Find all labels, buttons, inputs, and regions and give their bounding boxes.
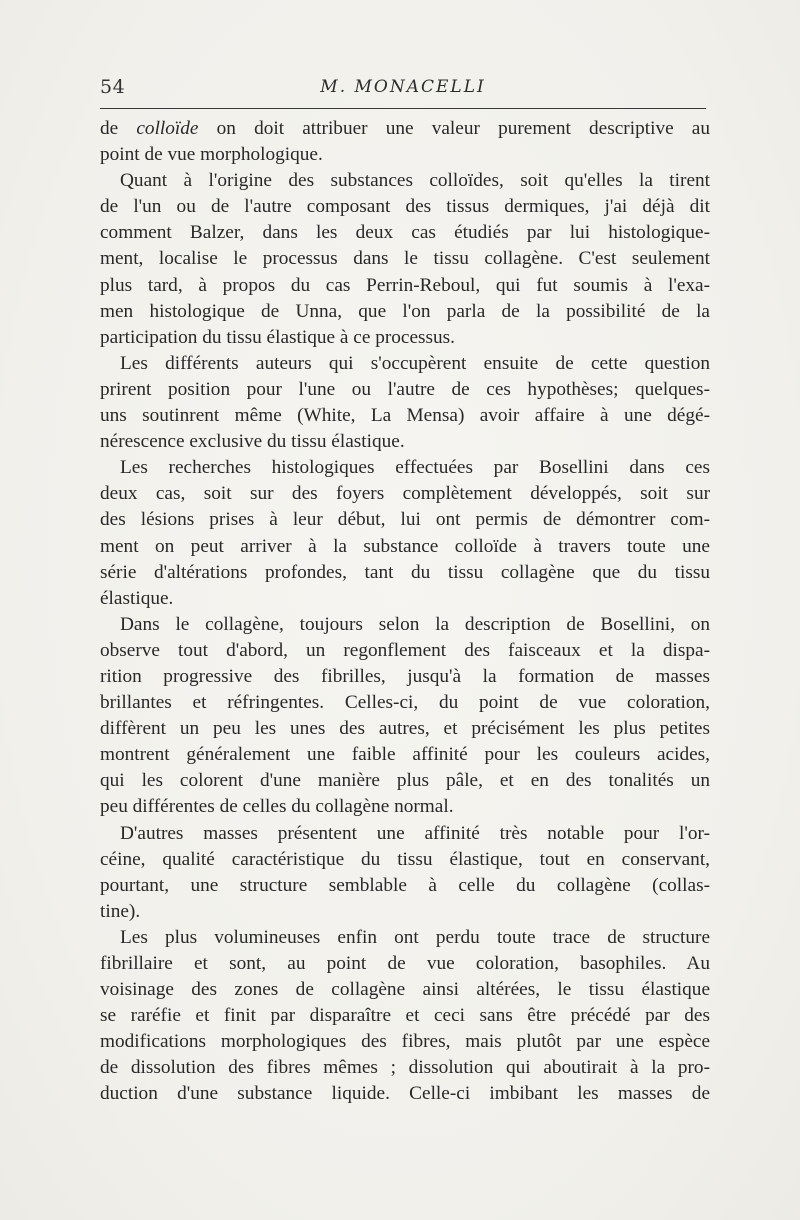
text-line: tine). [100, 900, 141, 922]
text-line: duction d'une substance liquide. Celle-ci imbibant les masses de [100, 1083, 710, 1105]
text-line: des lésions prises à leur début, lui ont permis de démontrer com- [100, 509, 710, 531]
text-line: Les différents auteurs qui s'occupèrent ensuite de cette question [120, 352, 710, 374]
text-line: voisinage des zones de collagène ainsi altérées, le tissu élastique [100, 979, 710, 1001]
text-line: prirent position pour l'une ou l'autre de ces hypothèses; quelques- [100, 378, 710, 400]
text-line: céine, qualité caractéristique du tissu élastique, tout en conservant, [100, 848, 710, 870]
text-run: on doit attribuer une valeur purement descriptive au [198, 118, 710, 139]
text-line: plus tard, à propos du cas Perrin-Reboul, qui fut soumis à l'exa- [100, 274, 710, 296]
text-line: fibrillaire et sont, au point de vue coloration, basophiles. Au [100, 953, 710, 974]
text-line: Dans le collagène, toujours selon la description de Bosellini, on [120, 613, 710, 635]
text-line: peu différentes de celles du collagène normal. [100, 796, 454, 818]
italic-term: colloïde [136, 118, 199, 139]
paragraph [100, 821, 710, 925]
text-line: ment on peut arriver à la substance colloïde à travers toute une [100, 535, 710, 557]
text-line: montrent généralement une faible affinité pour les couleurs acides, [100, 744, 710, 766]
text-line: ment, localise le processus dans le tissu collagène. C'est seulement [100, 248, 710, 270]
text-line: Les recherches histologiques effectuées par Bosellini dans ces [120, 457, 710, 479]
text-line: de dissolution des fibres mêmes ; dissolution qui aboutirait à la pro- [100, 1057, 710, 1079]
text-line: série d'altérations profondes, tant du tissu collagène que du tissu [100, 561, 710, 583]
text-line: de l'un ou de l'autre composant des tissus dermiques, j'ai déjà dit [100, 196, 710, 218]
text-line: se raréfie et finit par disparaître et ceci sans être précédé par des [100, 1005, 710, 1027]
paragraph [100, 925, 710, 1108]
text-line: D'autres masses présentent une affinité très notable pour l'or- [120, 822, 710, 844]
running-title: M. MONACELLI [320, 77, 486, 97]
text-line: élastique. [100, 587, 174, 609]
text-line: modifications morphologiques des fibres, mais plutôt par une espèce [100, 1031, 710, 1053]
paragraph [100, 116, 710, 168]
text-line: uns soutinrent même (White, La Mensa) avoir affaire à une dégé- [100, 405, 710, 427]
text-line: pourtant, une structure semblable à celle du collagène (collas- [100, 874, 710, 896]
paragraph [100, 455, 710, 612]
text-line: participation du tissu élastique à ce processus. [100, 326, 455, 348]
paragraph [100, 168, 710, 351]
page-number: 54 [100, 76, 126, 98]
text-line: rition progressive des fibrilles, jusqu'à la formation de masses [100, 665, 710, 687]
paragraph [100, 351, 710, 455]
header-rule [100, 108, 706, 109]
text-line: Quant à l'origine des substances colloïdes, soit qu'elles la tirent [120, 170, 710, 192]
page-header [100, 76, 706, 102]
text-line: brillantes et réfringentes. Celles-ci, du point de vue coloration, [100, 692, 710, 714]
text-line: observe tout d'abord, un regonflement des faisceaux et la dispa- [100, 639, 710, 661]
text-line: qui les colorent d'une manière plus pâle, et en des tonalités un [100, 770, 710, 792]
text-line: diffèrent un peu les unes des autres, et précisément les plus petites [100, 718, 710, 740]
text-line: deux cas, soit sur des foyers complètement développés, soit sur [100, 483, 710, 505]
text-line: Les plus volumineuses enfin ont perdu toute trace de structure [120, 926, 710, 948]
text-line: nérescence exclusive du tissu élastique. [100, 431, 405, 453]
text-line [100, 116, 710, 142]
body-text [100, 116, 710, 1108]
text-line: comment Balzer, dans les deux cas étudiés par lui histologique- [100, 222, 710, 244]
paragraph [100, 612, 710, 821]
text-line: men histologique de Unna, que l'on parla de la possibilité de la [100, 300, 710, 322]
text-line: point de vue morphologique. [100, 144, 323, 166]
text-run: de [100, 118, 137, 139]
